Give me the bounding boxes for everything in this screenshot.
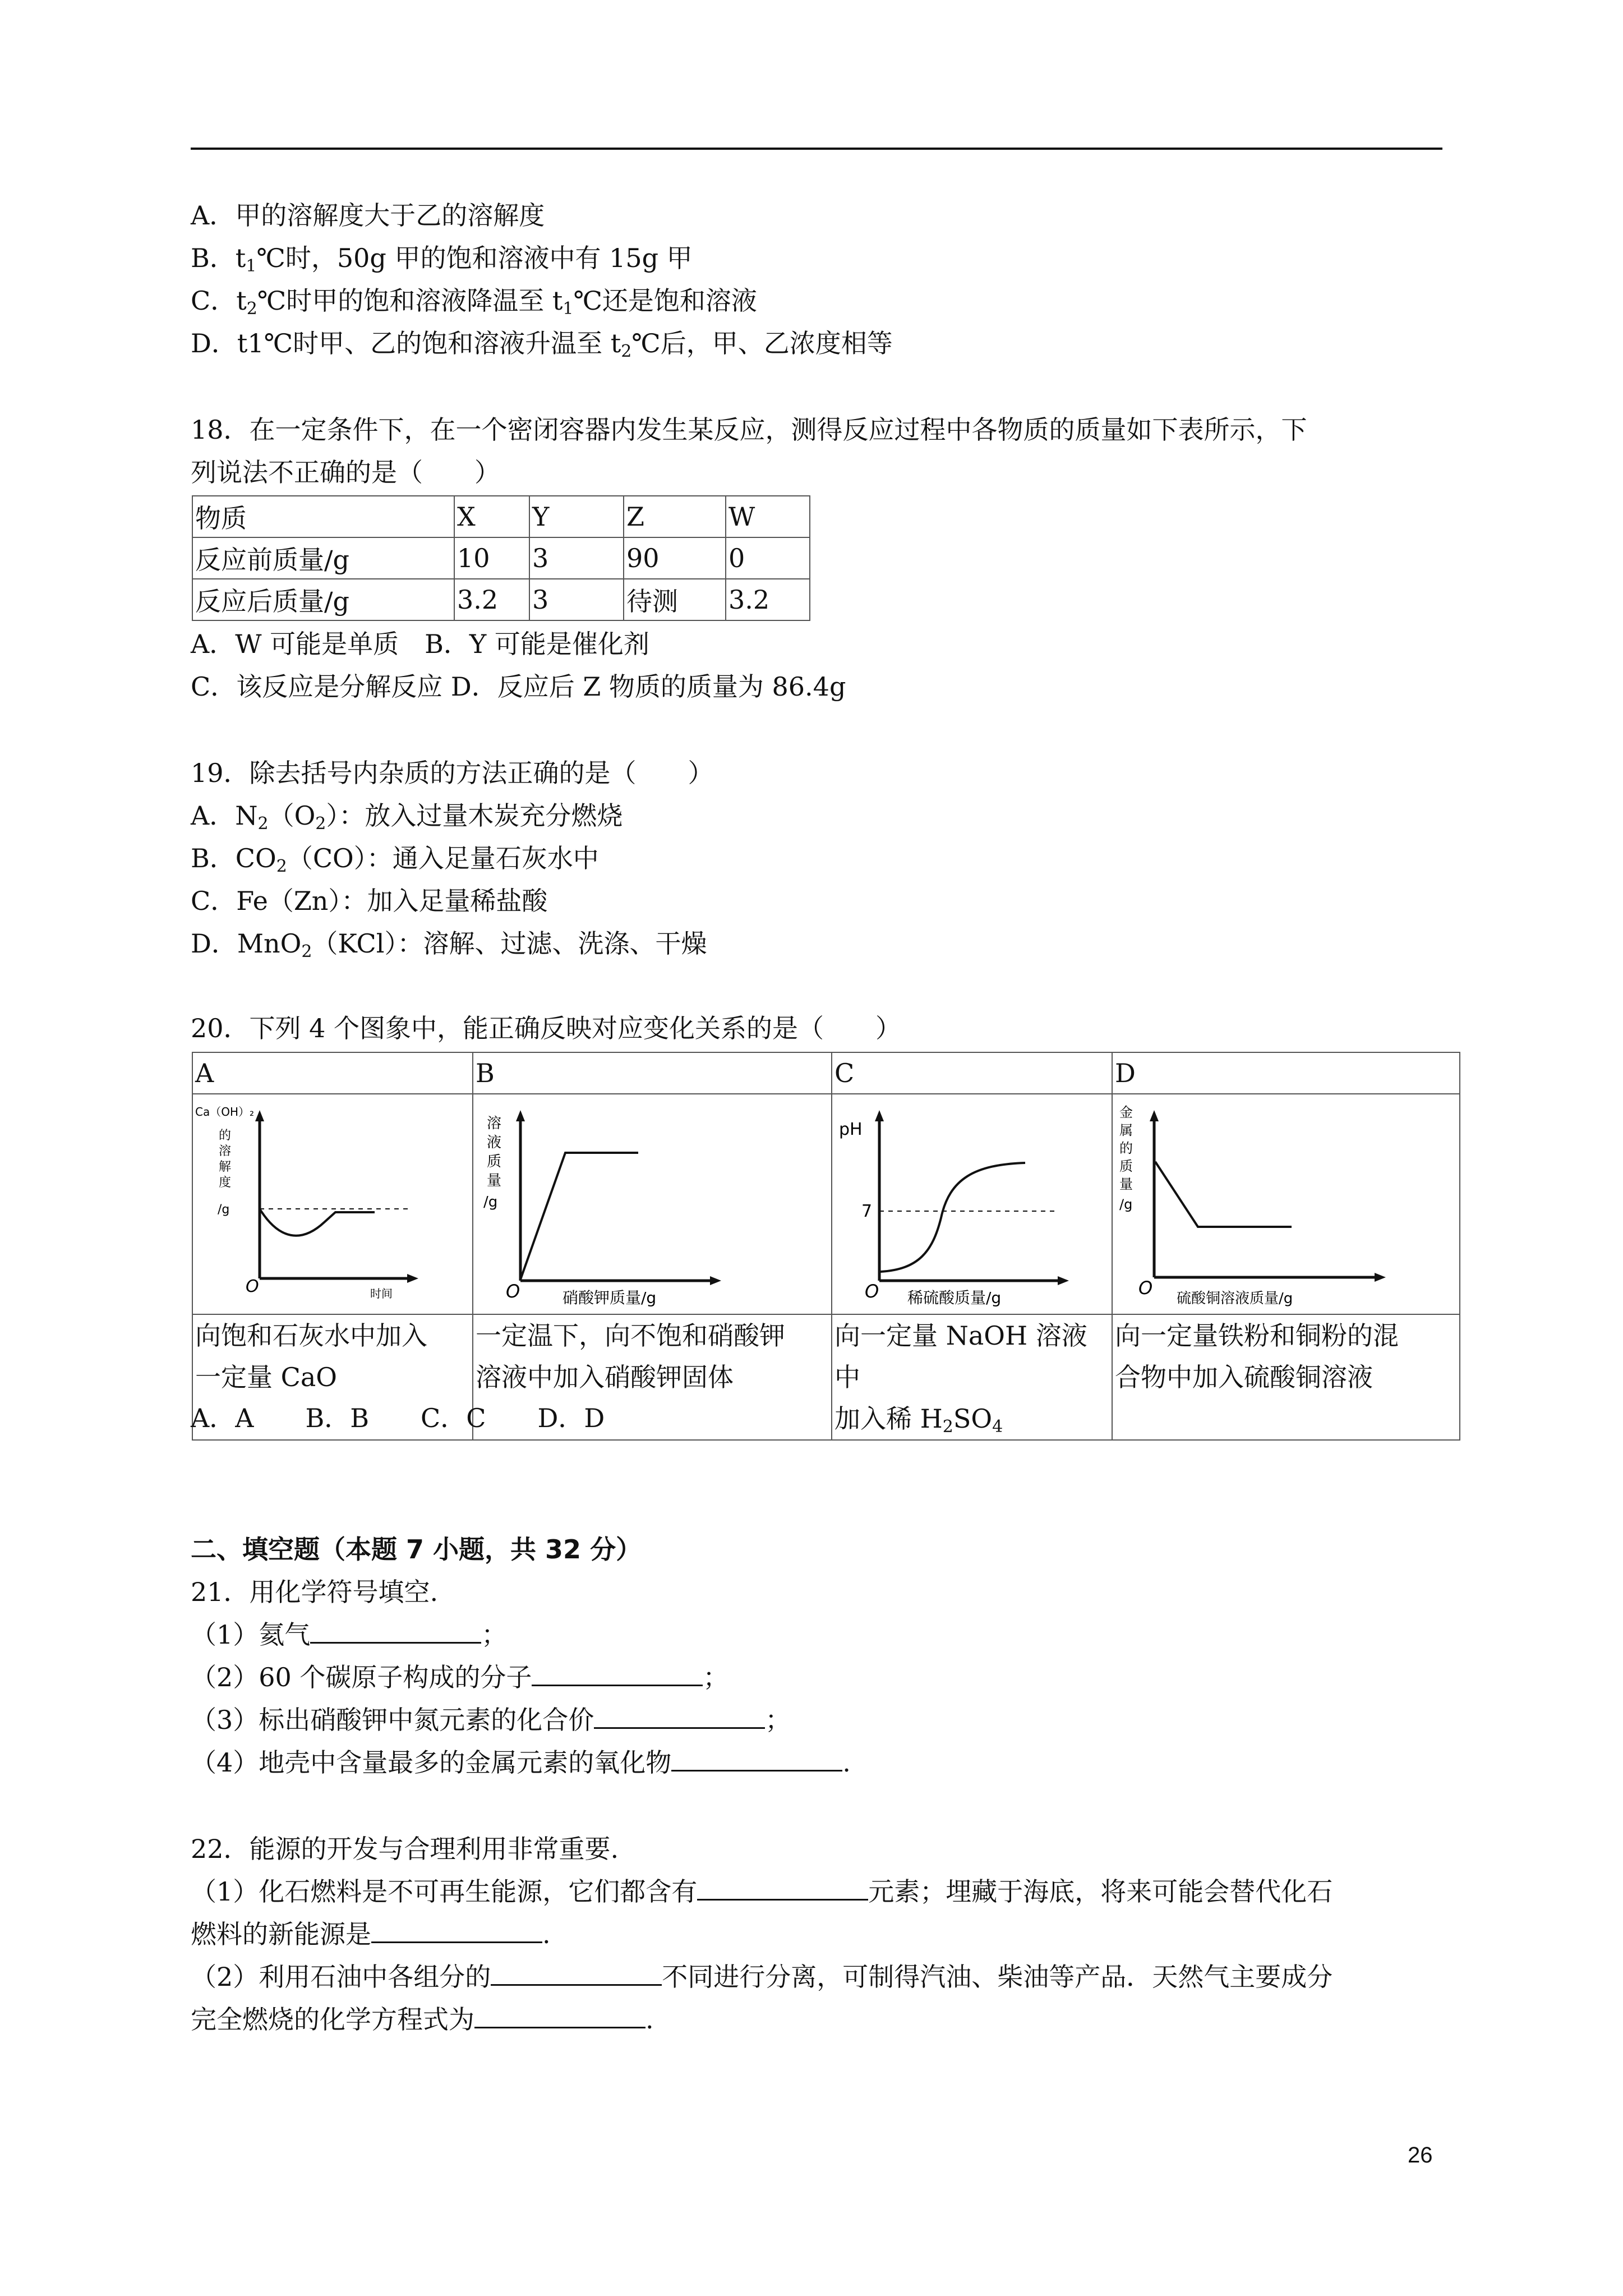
solubility-curve — [260, 1209, 375, 1236]
q17-option-d: D．t1℃时甲、乙的饱和溶液升温至 $t_2℃$后，甲、乙浓度相等 — [191, 328, 893, 361]
answer-blank[interactable] — [310, 1619, 481, 1644]
table-cell: 反应后质量/g — [192, 579, 454, 620]
y-label: 量 — [487, 1172, 502, 1189]
table-cell: 待测 — [624, 579, 726, 620]
table-cell: A — [192, 1052, 473, 1094]
x-axis-arrow — [1375, 1273, 1386, 1282]
origin-label: O — [865, 1281, 879, 1302]
answer-blank[interactable] — [491, 1962, 662, 1986]
origin-label: O — [246, 1277, 259, 1296]
caption-b: 一定温下，向不饱和硝酸钾 溶液中加入硝酸钾固体 — [473, 1314, 832, 1440]
answer-blank[interactable] — [371, 1919, 542, 1943]
metal-mass-curve — [1155, 1162, 1292, 1227]
ph-curve — [880, 1163, 1025, 1272]
y-axis-arrow — [1150, 1110, 1159, 1121]
y-label: 质 — [1119, 1158, 1133, 1174]
y-axis-arrow — [516, 1110, 525, 1121]
caption-c: 向一定量 NaOH 溶液中 加入稀 $H_2SO_4$ — [832, 1314, 1112, 1440]
table-cell: Y — [529, 496, 624, 537]
q21-stem: 21．用化学符号填空. — [191, 1577, 439, 1607]
y-label: 的 — [219, 1129, 232, 1143]
q18-options-line1: A．W 可能是单质 B．Y 可能是催化剂 — [191, 629, 649, 659]
table-header-row — [192, 496, 810, 537]
table-cell: Z — [624, 496, 726, 537]
q20-graph-table — [192, 1052, 1460, 1441]
table-cell: 反应前质量/g — [192, 537, 454, 579]
y-axis-arrow — [875, 1110, 884, 1121]
table-cell: 3.2 — [454, 579, 529, 620]
x-label: 硫酸铜溶液质量/g — [1177, 1290, 1293, 1307]
q21-item-2: （2）60 个碳原子构成的分子 ； — [191, 1662, 729, 1692]
answer-blank[interactable] — [671, 1747, 842, 1772]
x-axis-arrow — [710, 1276, 721, 1285]
q18-stem-line2: 列说法不正确的是（ ） — [191, 457, 500, 487]
x-label: 时间 — [370, 1287, 393, 1300]
q18-mass-table — [192, 495, 810, 621]
y-label: 溶 — [219, 1144, 232, 1158]
q21-item-3: （3）标出硝酸钾中氮元素的化合价 ； — [191, 1705, 791, 1735]
graph-cell-d — [1112, 1094, 1460, 1314]
q17-option-c: C．$t_2℃$时甲的饱和溶液降温至 $t_1℃$还是饱和溶液 — [191, 286, 757, 319]
x-label: 稀硫酸质量/g — [907, 1289, 1002, 1307]
solution-mass-curve — [520, 1153, 638, 1280]
table-cell: C — [832, 1052, 1112, 1094]
y-label: pH — [839, 1120, 863, 1139]
y-label: 金 — [1119, 1105, 1133, 1120]
origin-label: O — [506, 1281, 520, 1302]
y-label: Ca（OH）₂ — [195, 1105, 255, 1119]
graph-cell-b — [473, 1094, 832, 1314]
table-row — [192, 579, 810, 620]
table-cell: W — [726, 496, 810, 537]
graph-b — [476, 1094, 829, 1308]
table-header-row — [192, 1052, 1460, 1094]
y-label: /g — [483, 1194, 498, 1211]
section-heading: 二、填空题（本题 7 小题，共 32 分） — [191, 1534, 642, 1565]
q17-option-b: B．$t_1℃$时，50g 甲的饱和溶液中有 15g 甲 — [191, 243, 693, 276]
table-cell: 3.2 — [726, 579, 810, 620]
y-label: 度 — [219, 1176, 232, 1190]
y-label: 质 — [487, 1153, 502, 1170]
y-label: 溶 — [487, 1115, 502, 1132]
q19-option-d: D．MnO$_2$（KCl）：溶解、过滤、洗涤、干燥 — [191, 928, 707, 961]
table-cell: 0 — [726, 537, 810, 579]
x-label: 硝酸钾质量/g — [562, 1289, 657, 1307]
q18-stem-line1: 18．在一定条件下，在一个密闭容器内发生某反应，测得反应过程中各物质的质量如下表所示，下 — [191, 415, 1307, 445]
q21-item-1: （1）氦气 ； — [191, 1619, 508, 1650]
table-cell: X — [454, 496, 529, 537]
answer-blank[interactable] — [532, 1662, 703, 1686]
x-axis-arrow — [407, 1274, 418, 1283]
q19-option-a: A．$N_2(O_2)$：放入过量木炭充分燃烧 — [191, 800, 623, 834]
table-row — [192, 537, 810, 579]
answer-blank[interactable] — [474, 2004, 645, 2028]
y-label: 液 — [487, 1134, 502, 1151]
graph-cell-a — [192, 1094, 473, 1314]
table-row-graphs — [192, 1094, 1460, 1314]
q17-option-a: A．甲的溶解度大于乙的溶解度 — [191, 200, 545, 231]
graph-a — [195, 1094, 470, 1308]
graph-cell-c — [832, 1094, 1112, 1314]
y-axis-arrow — [255, 1110, 264, 1121]
caption-a: 向饱和石灰水中加入 一定量 CaO — [192, 1314, 473, 1440]
table-cell: 3 — [529, 579, 624, 620]
q19-stem: 19．除去括号内杂质的方法正确的是（ ） — [191, 758, 714, 788]
graph-c — [834, 1094, 1109, 1308]
q21-item-4: （4）地壳中含量最多的金属元素的氧化物 . — [191, 1747, 851, 1778]
answer-blank[interactable] — [594, 1705, 765, 1729]
q22-part2-line2: 完全燃烧的化学方程式为 . — [191, 2004, 654, 2035]
header-rule — [191, 148, 1442, 150]
q22-part1-line1: （1）化石燃料是不可再生能源，它们都含有 元素；埋藏于海底，将来可能会替代化石 — [191, 1876, 1333, 1907]
origin-label: O — [1138, 1277, 1153, 1299]
q22-stem: 22．能源的开发与合理利用非常重要. — [191, 1834, 619, 1864]
table-cell: B — [473, 1052, 832, 1094]
x-axis-arrow — [1058, 1276, 1069, 1285]
ph7-label: 7 — [861, 1202, 873, 1221]
q19-option-b: B．$CO_2(CO)$：通入足量石灰水中 — [191, 843, 599, 876]
q18-options-line2: C．该反应是分解反应 D．反应后 Z 物质的质量为 86.4g — [191, 671, 846, 702]
table-cell: 90 — [624, 537, 726, 579]
q22-part2-line1: （2）利用石油中各组分的 不同进行分离，可制得汽油、柴油等产品．天然气主要成分 — [191, 1962, 1333, 1992]
caption-d: 向一定量铁粉和铜粉的混 合物中加入硫酸铜溶液 — [1112, 1314, 1460, 1440]
graph-d — [1115, 1094, 1457, 1308]
y-label: /g — [218, 1203, 230, 1217]
q22-part1-line2: 燃料的新能源是 . — [191, 1919, 551, 1949]
y-label: 量 — [1119, 1176, 1133, 1192]
table-cell: 物质 — [192, 496, 454, 537]
table-cell: 10 — [454, 537, 529, 579]
q19-option-c: C．Fe（Zn）：加入足量稀盐酸 — [191, 886, 548, 916]
table-cell: 3 — [529, 537, 624, 579]
y-label: 属 — [1119, 1122, 1133, 1138]
y-label: 的 — [1119, 1140, 1133, 1156]
y-label: 解 — [219, 1160, 232, 1174]
y-label: /g — [1119, 1197, 1133, 1212]
page-number: 26 — [1408, 2143, 1433, 2168]
q20-stem: 20．下列 4 个图象中，能正确反映对应变化关系的是（ ） — [191, 1013, 902, 1043]
answer-blank[interactable] — [697, 1876, 868, 1901]
table-cell: D — [1112, 1052, 1460, 1094]
q20-options: A．A B．B C．C D．D — [191, 1403, 605, 1433]
